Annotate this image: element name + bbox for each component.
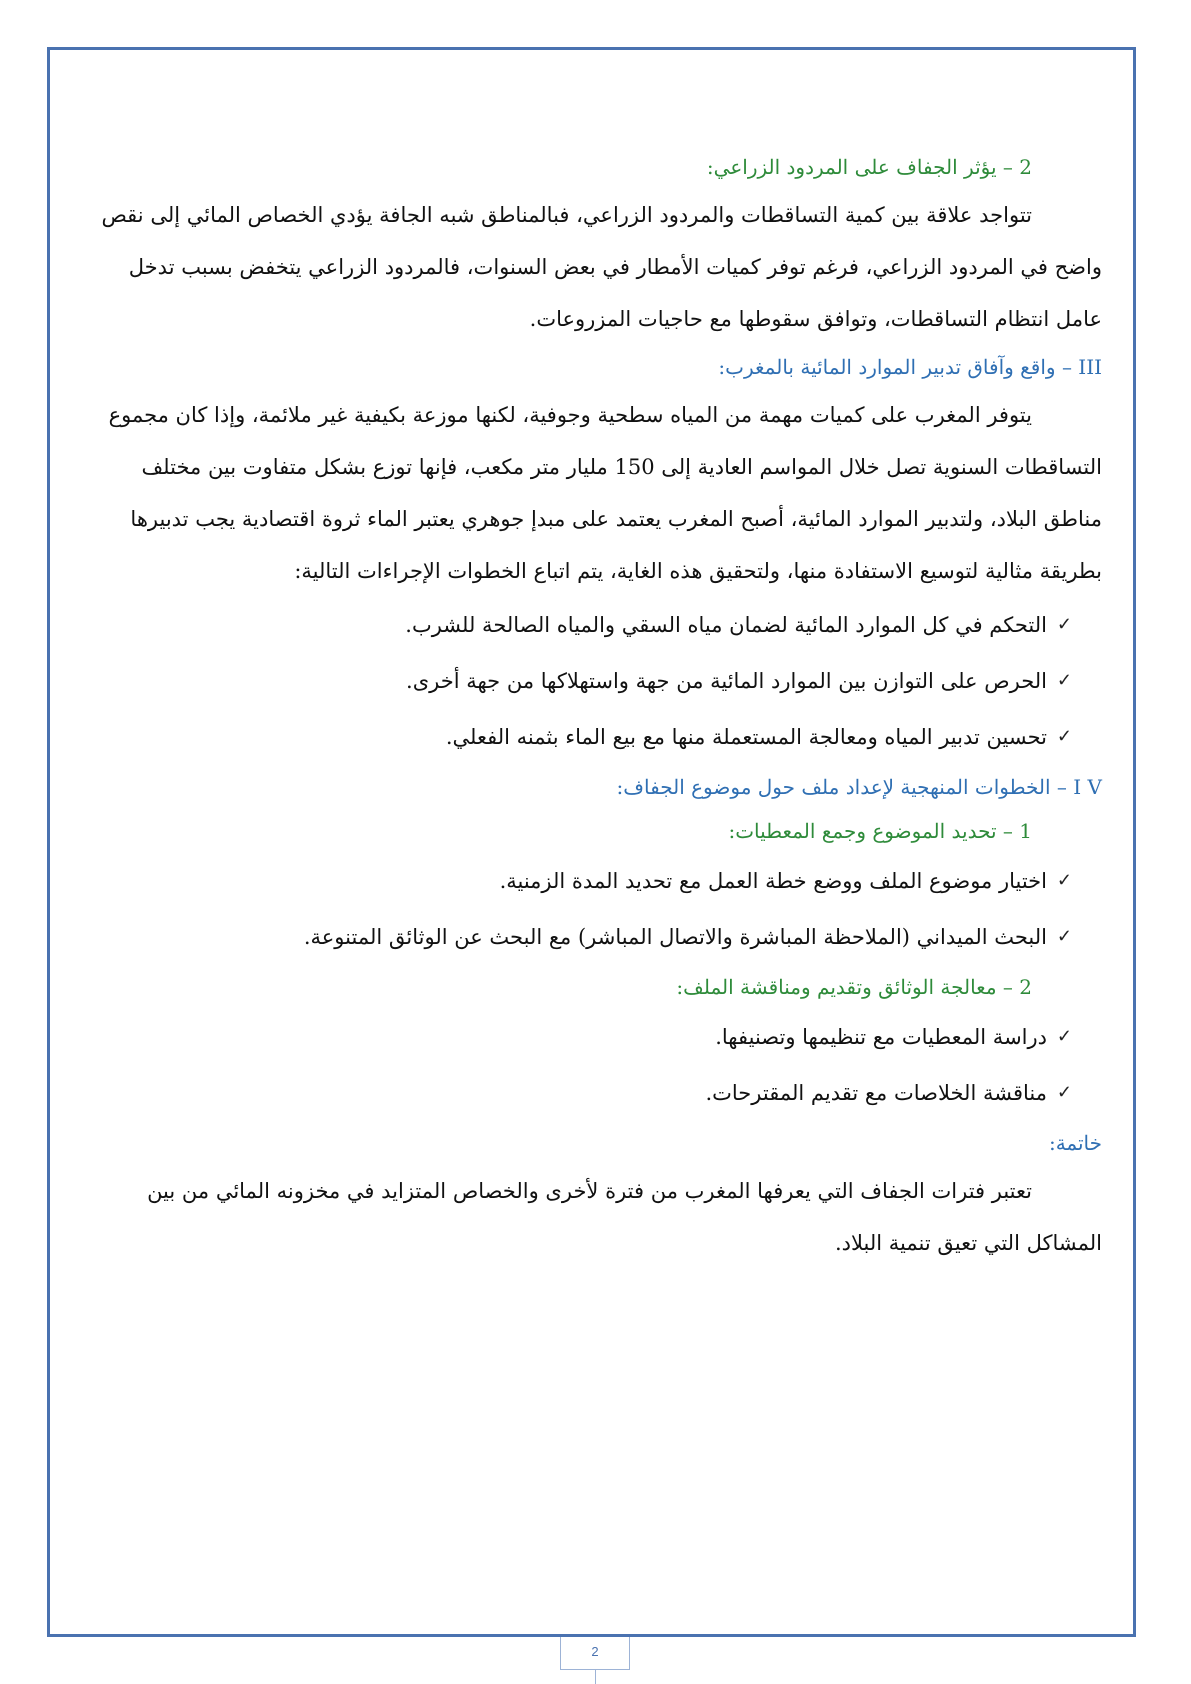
- list-item-text: اختيار موضوع الملف ووضع خطة العمل مع تحديد المدة الزمنية.: [499, 869, 1047, 893]
- section-2-heading: 2 – يؤثر الجفاف على المردود الزراعي:: [706, 155, 1032, 179]
- check-icon: ✓: [1056, 1026, 1072, 1047]
- section-4-heading: I V – الخطوات المنهجية لإعداد ملف حول موضوع الجفاف:: [616, 775, 1102, 799]
- section-3-bullet-list: [82, 597, 1102, 765]
- list-item: [82, 653, 1102, 709]
- list-item: [82, 597, 1102, 653]
- page-number: 2: [560, 1637, 630, 1670]
- list-item: [82, 1065, 1102, 1121]
- list-item: [82, 709, 1102, 765]
- paragraph-line: تعتبر فترات الجفاف التي يعرفها المغرب من فترة لأخرى والخصاص المتزايد في مخزونه المائي من بين: [147, 1179, 1032, 1203]
- list-item-text: البحث الميداني (الملاحظة المباشرة والاتصال المباشر) مع البحث عن الوثائق المتنوعة.: [303, 925, 1047, 949]
- check-icon: ✓: [1056, 926, 1072, 947]
- list-item-text: مناقشة الخلاصات مع تقديم المقترحات.: [705, 1081, 1047, 1105]
- conclusion-paragraph: [82, 1165, 1102, 1269]
- check-icon: ✓: [1056, 726, 1072, 747]
- list-item: [82, 909, 1102, 965]
- subsection-2-heading: 2 – معالجة الوثائق وتقديم ومناقشة الملف:: [676, 975, 1032, 999]
- paragraph-line: المشاكل التي تعيق تنمية البلاد.: [834, 1231, 1102, 1255]
- paragraph-line: يتوفر المغرب على كميات مهمة من المياه سطحية وجوفية، لكنها موزعة بكيفية غير ملائمة، وإذا كان مجموع: [108, 403, 1032, 427]
- list-item-text: التحكم في كل الموارد المائية لضمان مياه السقي والمياه الصالحة للشرب.: [405, 613, 1047, 637]
- check-icon: ✓: [1056, 614, 1072, 635]
- list-item: [82, 853, 1102, 909]
- check-icon: ✓: [1056, 670, 1072, 691]
- subsection-1-heading: 1 – تحديد الموضوع وجمع المعطيات:: [728, 819, 1032, 843]
- list-item: [82, 1009, 1102, 1065]
- section-2-paragraph: [82, 189, 1102, 345]
- subsection-2-bullet-list: [82, 1009, 1102, 1121]
- section-3-paragraph: [82, 389, 1102, 597]
- document-body: [82, 145, 1102, 1269]
- check-icon: ✓: [1056, 1082, 1072, 1103]
- paragraph-line: واضح في المردود الزراعي، فرغم توفر كميات الأمطار في بعض السنوات، فالمردود الزراعي يتخفض بسبب تدخل: [128, 255, 1102, 279]
- section-3-heading: III – واقع وآفاق تدبير الموارد المائية بالمغرب:: [718, 355, 1102, 379]
- list-item-text: دراسة المعطيات مع تنظيمها وتصنيفها.: [715, 1025, 1047, 1049]
- paragraph-line: التساقطات السنوية تصل خلال المواسم العادية إلى 150 مليار متر مكعب، فإنها توزع بشكل متفاوت بين مختلف: [141, 455, 1102, 479]
- list-item-text: تحسين تدبير المياه ومعالجة المستعملة منها مع بيع الماء بثمنه الفعلي.: [445, 725, 1047, 749]
- conclusion-heading: خاتمة:: [1048, 1131, 1102, 1155]
- subsection-1-bullet-list: [82, 853, 1102, 965]
- list-item-text: الحرص على التوازن بين الموارد المائية من جهة واستهلاكها من جهة أخرى.: [406, 669, 1047, 693]
- paragraph-line: مناطق البلاد، ولتدبير الموارد المائية، أصبح المغرب يعتمد على مبدإ جوهري يعتبر الماء ثروة اقتصادية يجب تدبيرها: [130, 507, 1102, 531]
- paragraph-line: عامل انتظام التساقطات، وتوافق سقوطها مع حاجيات المزروعات.: [529, 307, 1102, 331]
- check-icon: ✓: [1056, 870, 1072, 891]
- paragraph-line: تتواجد علاقة بين كمية التساقطات والمردود الزراعي، فبالمناطق شبه الجافة يؤدي الخصاص المائي إلى نقص: [101, 203, 1032, 227]
- paragraph-line: بطريقة مثالية لتوسيع الاستفادة منها، ولتحقيق هذه الغاية، يتم اتباع الخطوات الإجراءات التالية:: [294, 559, 1102, 583]
- page-number-tick: [595, 1670, 596, 1684]
